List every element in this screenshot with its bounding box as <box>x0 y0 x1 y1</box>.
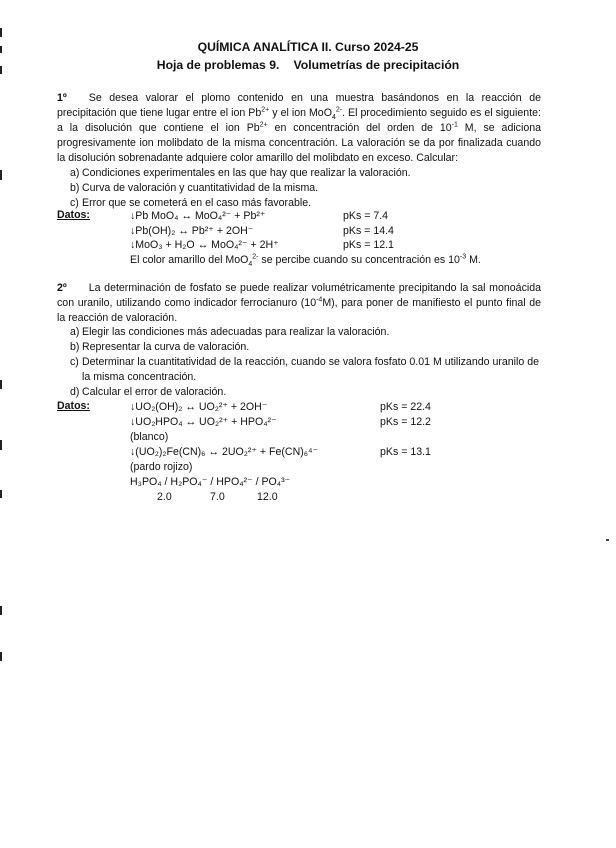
pka-value: 7.0 <box>210 491 225 503</box>
datos-equation: ↓Pb MoO₄ ↔ MoO₄²⁻ + Pb²⁺ <box>130 210 266 222</box>
stray-mark <box>606 539 609 541</box>
list-item: a) Elegir las condiciones más adecuadas para realizar la valoración. <box>70 326 390 338</box>
datos-pks: pKs = 7.4 <box>343 210 389 222</box>
datos-equation: ↓(UO₂)₂Fe(CN)₆ ↔ 2UO₂²⁺ + Fe(CN)₆⁴⁻ <box>130 446 319 458</box>
problem-1-items <box>57 166 541 211</box>
page-subtitle: Hoja de problemas 9. Volumetrías de precipitación <box>156 58 460 72</box>
list-item: a) Condiciones experimentales en las que hay que realizar la valoración. <box>70 167 411 179</box>
page-title: QUÍMICA ANALÍTICA II. Curso 2024-25 <box>197 40 419 54</box>
edge-mark <box>0 170 2 180</box>
datos-equation: ↓UO₂HPO₄ ↔ UO₂²⁺ + HPO₄²⁻ <box>130 416 277 428</box>
datos-pks: pKs = 12.2 <box>380 416 431 428</box>
edge-mark <box>0 490 2 498</box>
pka-value: 12.0 <box>257 491 278 503</box>
list-item: b) Curva de valoración y cuantitatividad de la misma. <box>70 181 319 194</box>
phosphate-species: H₃PO₄ / H₂PO₄⁻ / HPO₄²⁻ / PO₄³⁻ <box>130 476 291 488</box>
datos-equation: ↓Pb(OH)₂ ↔ Pb²⁺ + 2OH⁻ <box>130 225 254 237</box>
problem-2-datos-label: Datos: <box>57 400 90 412</box>
datos-equation: ↓MoO₃ + H₂O ↔ MoO₄²⁻ + 2H⁺ <box>130 239 279 251</box>
list-item: c) Error que se cometerá en el caso más favorable. <box>70 196 312 209</box>
edge-mark <box>0 440 2 450</box>
datos-note: (blanco) <box>130 431 169 443</box>
problem-2-items <box>57 325 541 400</box>
edge-mark <box>0 606 2 615</box>
problem-1-datos-label: Datos: <box>57 209 90 221</box>
problem-2-number: 2º <box>57 282 67 294</box>
edge-mark <box>0 652 2 661</box>
datos-equation: ↓UO₂(OH)₂ ↔ UO₂²⁺ + 2OH⁻ <box>130 401 268 413</box>
list-item: d) Calcular el error de valoración. <box>70 385 227 398</box>
datos-note: (pardo rojizo) <box>130 461 193 473</box>
problem-2-statement: 2º La determinación de fosfato se puede realizar volumétricamente precipitando la sal monoácida con uranilo, utilizando como indicador ferrocianuro $(10^{-4}M)$, para poner de manifiesto el punto final de la reacción de valoración. <box>57 282 541 324</box>
edge-mark <box>0 380 2 389</box>
edge-mark <box>0 28 2 37</box>
list-item: b) Representar la curva de valoración. <box>70 340 250 353</box>
datos-pks: pKs = 14.4 <box>343 225 394 237</box>
pka-value: 2.0 <box>157 491 172 503</box>
datos-pks: pKs = 22.4 <box>380 401 431 413</box>
problem-1-note: El color amarillo del MoO$_4^{2-}$ se percibe cuando su concentración es $10^{-3}$ M. <box>130 253 481 269</box>
list-item: c) Determinar la cuantitatividad de la reacción, cuando se valora fosfato 0.01 M utilizando uranilo de la misma concentración. <box>70 355 539 383</box>
problem-1-statement: 1º Se desea valorar el plomo contenido en una muestra basándonos en la reacción de precipitación que tiene lugar entre el ion $Pb^{2+}$ y el ion MoO$_4^{2-}$. El procedimiento seguido es el siguiente: a la disolución que contiene el ion $Pb^{2+}$ en concentración del orden de $10^{-1}$ M, se adiciona progresivamente ion molibdato de la misma concentración. La valoración se da por finalizada cuando la disolución sobrenadante adquiere color amarillo del molibdato en exceso. Calcular: <box>57 92 542 164</box>
datos-pks: pKs = 13.1 <box>380 446 431 458</box>
datos-pks: pKs = 12.1 <box>343 239 394 251</box>
problem-1-number: 1º <box>57 92 67 104</box>
